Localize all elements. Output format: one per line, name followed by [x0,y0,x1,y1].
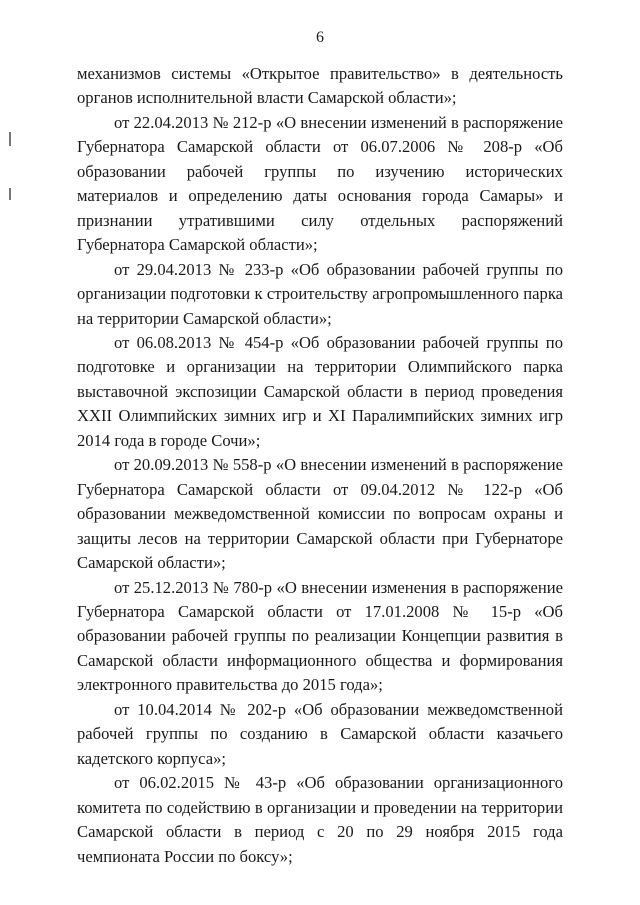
paragraph-order-43: от 06.02.2015 № 43-р «Об образовании организационного комитета по содействию в организации и проведении на территории Самарской области в период с 20 по 29 ноября 2015 года чемпионата России по боксу»; [77,773,563,866]
paragraph-order-212: от 22.04.2013 № 212-р «О внесении изменений в распоряжение Губернатора Самарской области от 06.07.2006 № 208-р «Об образовании рабочей группы по изучению исторических материалов и определению даты основания города Самары» и признании утратившими силу отдельных распоряжений Губернатора Самарской области»; [77,112,563,255]
scan-margin-mark-2 [9,188,11,200]
paragraph-order-780: от 25.12.2013 № 780-р «О внесении изменения в распоряжение Губернатора Самарской области от 17.01.2008 № 15-р «Об образовании рабочей группы по реализации Концепции развития в Самарской области информационного общества и формирования электронного правительства до 2015 года»; [77,577,563,695]
page-number: 6 [316,29,324,46]
document-body [77,62,563,869]
paragraph-order-233: от 29.04.2013 № 233-р «Об образовании рабочей группы по организации подготовки к строительству агропромышленного парка на территории Самарской области»; [77,259,563,328]
paragraph-continuation: механизмов системы «Открытое правительство» в деятельность органов исполнительной власти Самарской области»; [77,64,563,108]
paragraph-order-202: от 10.04.2014 № 202-р «Об образовании межведомственной рабочей группы по созданию в Самарской области казачьего кадетского корпуса»; [77,699,563,768]
paragraph-order-454: от 06.08.2013 № 454-р «Об образовании рабочей группы по подготовке и организации на территории Олимпийского парка выставочной экспозиции Самарской области в период проведения XXII Олимпийских зимних игр и XI Паралимпийских зимних игр 2014 года в городе Сочи»; [77,332,563,450]
paragraph-order-558: от 20.09.2013 № 558-р «О внесении изменений в распоряжение Губернатора Самарской области от 09.04.2012 № 122-р «Об образовании межведомственной комиссии по вопросам охраны и защиты лесов на территории Самарской области при Губернаторе Самарской области»; [77,455,563,573]
scan-margin-mark-1 [9,132,11,146]
